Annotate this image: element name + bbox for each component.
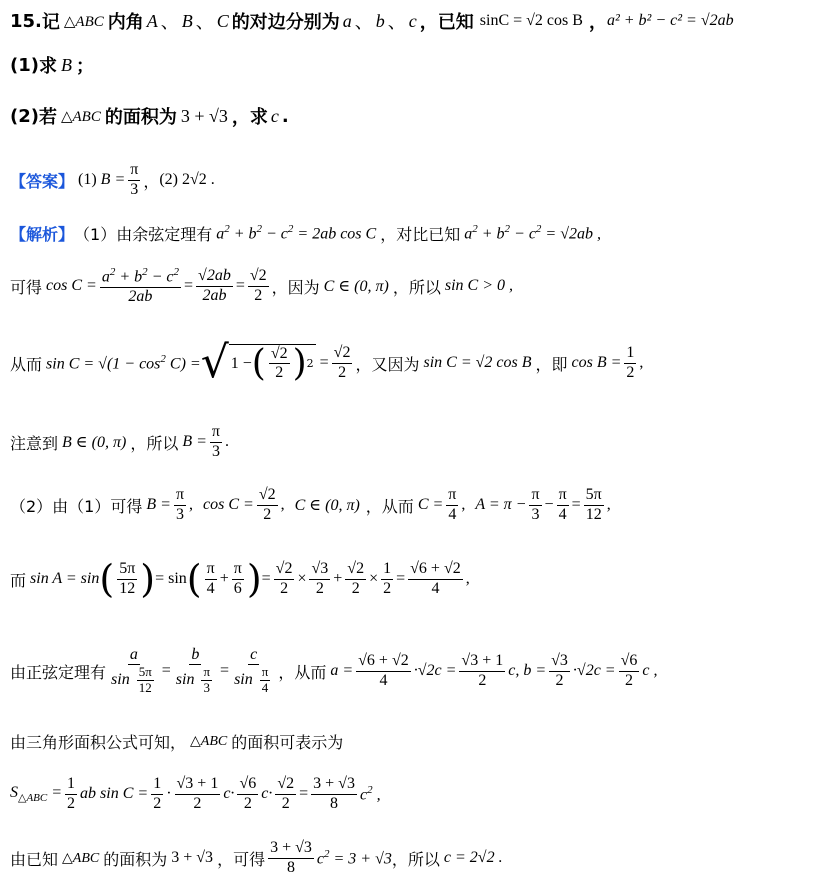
question-2: (2) 若 △ABC 的面积为 3 + √3 ，求 c . xyxy=(10,105,289,128)
solution-line-9: $S_{\triangle ABC}$ = $\frac{1}{2}$ ab sin C = $\frac{1}{2}$ · $\frac{√3 + 1}{2}$ c· $\frac{√6}{2}$ c· $\frac{√2}{2}$ = $\frac{3 + √3}{8}$ $c^2$ , xyxy=(10,775,381,812)
answer-tag: 【答案】 xyxy=(10,171,75,191)
solution-line-2: 可得 cos C = $\frac{a^2 + b^2 - c^2}{2ab}$ = $\frac{√2ab}{2ab}$ = $\frac{√2}{2}$ ，因为 C ∈ (0, π) ，所以 sin C > 0 , xyxy=(10,265,513,305)
problem-statement: 15. 记 △ABC 内角 A 、 B 、 C 的对边分别为 a 、 b 、 c ，已知 sinC = √2 cos B ， a² + b² − c² = √2ab xyxy=(10,10,734,33)
solution-line-5: （2）由（1）可得 B = $\frac{\pi}{3}$ , cos C = $\frac{√2}{2}$ , C ∈ (0, π) ，从而 C = $\frac{\pi}{4}$ , A = π − $\frac{\pi}{3}$ − $\frac{\pi}{4}$ = $\frac{5\pi}{12}$ , xyxy=(10,486,611,523)
solution-line-1: 【解析】 （1）由余弦定理有 $a^2 + b^2 - c^2 = 2ab$ cos C ，对比已知 $a^2 + b^2 - c^2 = √2ab$ , xyxy=(10,222,601,244)
solution-line-10: 由已知 △ABC 的面积为 3 + √3 ，可得 $\frac{3 + √3}{8}$ $c^2 = 3 + √3$ ，所以 c = 2√2 . xyxy=(10,839,503,876)
condition-2: a² + b² − c² = √2ab xyxy=(606,12,734,29)
solution-tag: 【解析】 xyxy=(10,224,75,244)
solution-line-4: 注意到 B ∈ (0, π) ，所以 B = $\frac{\pi}{3}$ . xyxy=(10,423,229,460)
condition-1: sinC = √2 cos B xyxy=(479,12,583,29)
problem-number: 15. xyxy=(10,10,42,32)
question-1: (1) 求 B ； xyxy=(10,54,94,77)
answer-line: 【答案】 (1) B = $\frac{\pi}{3}$ ， (2) 2√2 . xyxy=(10,161,215,198)
solution-line-8: 由三角形面积公式可知， △ABC 的面积可表示为 xyxy=(10,732,344,752)
solution-line-7: 由正弦定理有 a sin $\frac{5\pi}{12}$ = b sin $\frac{\pi}{3}$ = c sin $\frac{\pi}{4}$ ，从而 a = $\frac{√6 + √2}{4}$ ·√2c = $\frac{√3 + 1}{2}$ c, b = $\frac{√3}{2}$ ·√2c = $\frac{√6}{2}$ c , xyxy=(10,645,658,696)
triangle-label: △ABC xyxy=(63,13,104,30)
solution-line-6: 而 sin A = sin ( $\frac{5\pi}{12}$ ) = sin ( $\frac{\pi}{4}$ + $\frac{\pi}{6}$ ) = $\frac{√2}{2}$ × $\frac{√3}{2}$ + $\frac{√2}{2}$ × $\frac{1}{2}$ = $\frac{√6 + √2}{4}$ , xyxy=(10,557,470,601)
solution-line-3: 从而 $\sin C = √(1 - \cos^2 C)$ = √ 1 − ( $\frac{√2}{2}$ ) 2 = $\frac{√2}{2}$ ，又因为 sin C = √2 cos B ，即 cos B = $\frac{1}{2}$ , xyxy=(10,337,644,388)
